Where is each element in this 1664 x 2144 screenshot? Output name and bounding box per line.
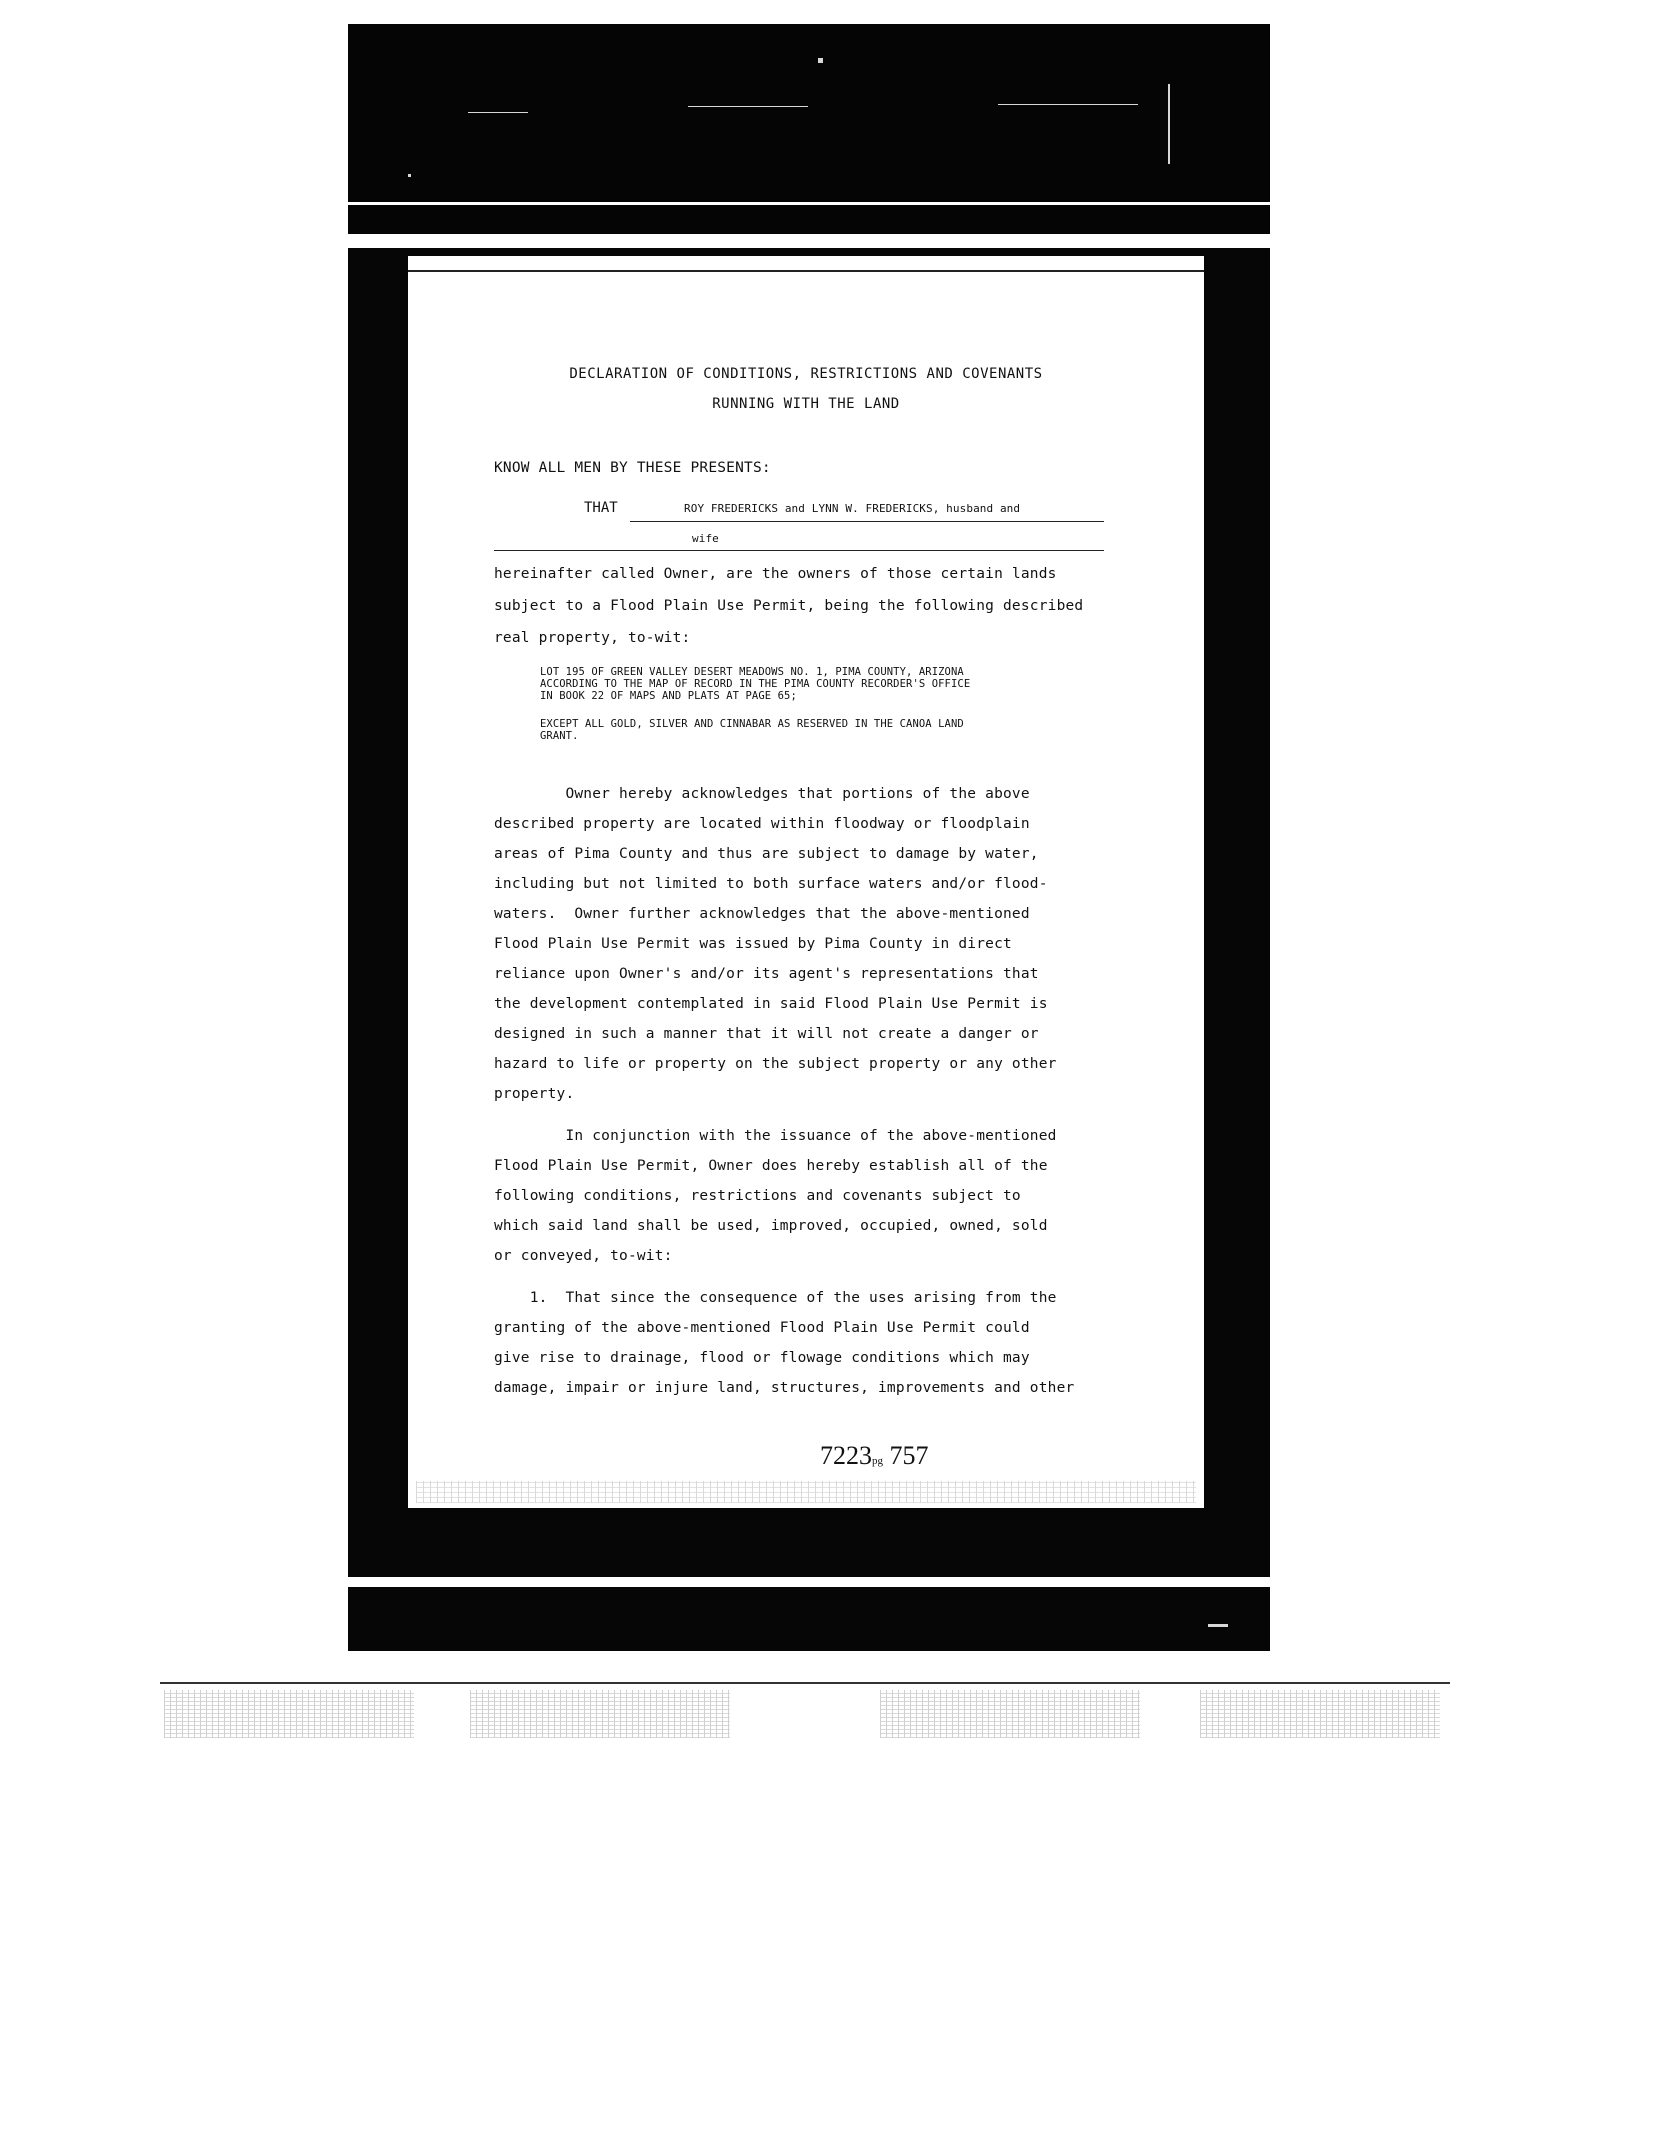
owner-names: ROY FREDERICKS and LYNN W. FREDERICKS, husband and [684, 502, 1021, 515]
scan-speck [688, 106, 808, 107]
paragraph-line: Owner hereby acknowledges that portions of the above [494, 786, 1030, 802]
paragraph-line: the development contemplated in said Flood Plain Use Permit is [494, 996, 1048, 1012]
paragraph-line: damage, impair or injure land, structures, improvements and other [494, 1380, 1075, 1396]
paragraph-line: following conditions, restrictions and covenants subject to [494, 1188, 1021, 1204]
that-underline [630, 521, 1104, 522]
scan-strip [348, 202, 1270, 205]
scan-noise [1200, 1690, 1440, 1738]
exception-line: GRANT. [540, 730, 579, 742]
legal-description-line: IN BOOK 22 OF MAPS AND PLATS AT PAGE 65; [540, 690, 797, 702]
scan-noise [880, 1690, 1140, 1738]
paragraph-line: areas of Pima County and thus are subject to damage by water, [494, 846, 1039, 862]
scan-strip [348, 1577, 1270, 1587]
scan-speck [998, 104, 1138, 105]
intro-line: hereinafter called Owner, are the owners of those certain lands [494, 566, 1057, 582]
paragraph-line: granting of the above-mentioned Flood Plain Use Permit could [494, 1320, 1030, 1336]
paragraph-line: including but not limited to both surface waters and/or flood- [494, 876, 1048, 892]
paragraph-line: designed in such a manner that it will not create a danger or [494, 1026, 1039, 1042]
paragraph-line: reliance upon Owner's and/or its agent's representations that [494, 966, 1039, 982]
intro-line: real property, to-wit: [494, 630, 691, 646]
scan-speck [818, 58, 823, 63]
paragraph-line: which said land shall be used, improved, occupied, owned, sold [494, 1218, 1048, 1234]
owner-names-continued: wife [692, 532, 719, 545]
docket-page-reference [820, 1441, 929, 1471]
scan-speck [1208, 1624, 1228, 1627]
paragraph-line: property. [494, 1086, 575, 1102]
scan-speck [468, 112, 528, 113]
scan-noise [416, 1481, 1196, 1503]
intro-line: subject to a Flood Plain Use Permit, being the following described [494, 598, 1084, 614]
paragraph-line: hazard to life or property on the subject property or any other [494, 1056, 1057, 1072]
scan-noise [164, 1690, 414, 1738]
page-top-rule [408, 270, 1204, 272]
document-title: DECLARATION OF CONDITIONS, RESTRICTIONS AND COVENANTS [569, 366, 1043, 382]
paragraph-line: described property are located within floodway or floodplain [494, 816, 1030, 832]
legal-description-line: LOT 195 OF GREEN VALLEY DESERT MEADOWS NO. 1, PIMA COUNTY, ARIZONA [540, 666, 964, 678]
scan-speck [1168, 84, 1170, 164]
paragraph-line: In conjunction with the issuance of the above-mentioned [494, 1128, 1057, 1144]
scan-noise [470, 1690, 730, 1738]
paragraph-line: give rise to drainage, flood or flowage conditions which may [494, 1350, 1030, 1366]
scan-speck [408, 174, 411, 177]
docket-number: 7223 [820, 1441, 872, 1470]
docket-abbrev: pg [872, 1455, 883, 1467]
scan-strip [348, 234, 1270, 248]
owner-rule [494, 550, 1104, 551]
exception-line: EXCEPT ALL GOLD, SILVER AND CINNABAR AS RESERVED IN THE CANOA LAND [540, 718, 964, 730]
document-subtitle: RUNNING WITH THE LAND [712, 396, 900, 412]
paragraph-line: Flood Plain Use Permit, Owner does hereby establish all of the [494, 1158, 1048, 1174]
document-page [408, 256, 1204, 1508]
paragraph-line: 1. That since the consequence of the uses arising from the [494, 1290, 1057, 1306]
page-number: 757 [889, 1441, 929, 1470]
salutation: KNOW ALL MEN BY THESE PRESENTS: [494, 460, 771, 476]
that-label: THAT [584, 500, 618, 516]
legal-description-line: ACCORDING TO THE MAP OF RECORD IN THE PIMA COUNTY RECORDER'S OFFICE [540, 678, 971, 690]
paragraph-line: Flood Plain Use Permit was issued by Pima County in direct [494, 936, 1012, 952]
scan-bottom-rule [160, 1682, 1450, 1684]
paragraph-line: waters. Owner further acknowledges that the above-mentioned [494, 906, 1030, 922]
paragraph-line: or conveyed, to-wit: [494, 1248, 673, 1264]
